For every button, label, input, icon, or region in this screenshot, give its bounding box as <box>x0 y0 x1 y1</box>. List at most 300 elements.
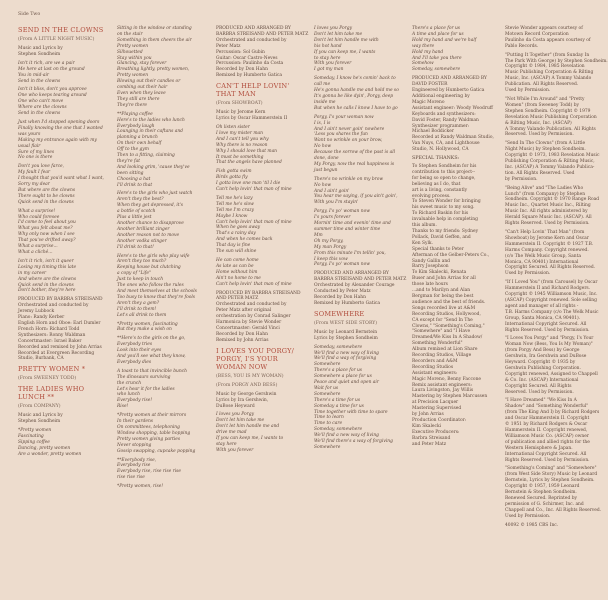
text-line: they're fat <box>117 158 140 164</box>
text-line: Special thanks to Peter <box>412 246 464 252</box>
text-line: those late hours <box>412 282 448 288</box>
text-line: Copyright © 1973, 1983 Revelation Music <box>505 153 600 159</box>
text-line: Someday, somewhere <box>314 344 363 350</box>
text-line: "I Loves You Porgy" and "Porgy, I's Your <box>505 336 594 342</box>
text-line: Magic Moreno <box>412 99 445 105</box>
text-line: and Peter Matz <box>412 441 447 447</box>
text-line: Isn't it rich, are we a pair <box>18 60 75 66</box>
text-line: in my career <box>18 270 47 276</box>
text-line: Remix assistant engineers: <box>412 382 472 388</box>
lyric-stanza <box>117 112 207 189</box>
text-line: audience and the best of friends. <box>412 299 486 305</box>
text-line: If you can keep me, I wants <box>314 49 376 55</box>
lyric-stanza <box>117 458 207 482</box>
text-line: Conducted by Peter Matz <box>314 289 371 295</box>
text-line: rise rise rise <box>117 475 145 481</box>
text-line: Another vodka stinger <box>117 238 167 244</box>
text-line: Why there is no reason <box>216 142 268 148</box>
text-line: Can't help lovin' that man of mine <box>216 187 292 193</box>
text-line: Don't let him handle me and <box>216 424 280 430</box>
text-line: (from West Side Story) Music by Leonard <box>505 472 598 478</box>
text-line: Used by Permission. <box>505 271 551 277</box>
text-line: Peter Matz <box>216 43 241 49</box>
lyric-stanza <box>117 413 207 454</box>
text-line: & Rilting Music, Inc. (ASCAP) <box>505 120 572 126</box>
text-line: BARBRA STREISAND AND PETER MATZ <box>216 31 309 37</box>
text-line: Porgy, I's yo' woman now <box>314 262 370 268</box>
text-line: Sipping coffee <box>18 439 50 445</box>
text-line: a bottle of scotch <box>117 209 156 215</box>
text-line: Harmonica by Stevie Wonder <box>216 320 282 326</box>
text-line: Night Music) by Stephen Sondheim. <box>505 147 586 153</box>
text-line: Renewed Secured. Reprinted by <box>505 495 577 501</box>
text-line: Keyboards and synthesizers: <box>412 111 476 117</box>
text-line: To Kim Skalecki, Renata <box>412 270 467 276</box>
text-line: BARBRA STREISAND AND PETER MATZ <box>314 277 407 283</box>
text-line: "Being Alive" and "The Ladies Who <box>505 185 584 191</box>
text-line: Mm <box>314 232 323 238</box>
text-line: Glancing, stay forever <box>117 61 167 67</box>
text-line: Copyright Secured. All Rights Reserved. <box>505 265 596 271</box>
text-line: Pretty women <box>117 73 149 79</box>
text-line: When he goes away <box>216 225 261 231</box>
text-line: Engineered by Humberto Gatica <box>412 88 485 94</box>
text-line: With you forever <box>314 61 352 67</box>
text-line: Birds gotta fly <box>216 175 248 181</box>
text-line: Hammerstein II. Copyright © 1927 T.B. <box>505 241 594 247</box>
text-line: My man Porgy <box>314 244 347 250</box>
text-line: Why I should love that man <box>216 148 278 154</box>
text-line: With you forever <box>216 447 254 453</box>
text-line: believing as I do, that <box>412 181 461 187</box>
text-line: PRODUCED BY BARBRA STREISAND <box>18 297 103 303</box>
text-line: Mastering by Stephen Marcussen <box>412 394 488 400</box>
text-line: Music and Lyrics by <box>18 413 63 419</box>
text-line: Hold my hand and we're half <box>412 37 477 43</box>
song-source: (From COMPANY) <box>18 404 61 410</box>
text-line: and Oscar Hammerstein II. Copyright <box>505 416 590 422</box>
text-line: Don't let him take me <box>216 418 265 424</box>
text-line: No one is there <box>18 155 53 161</box>
text-line: Copyright © 1945 Williamson Music, Inc. <box>505 292 598 298</box>
text-line: That's a rainy day <box>216 231 256 237</box>
text-line: Lyrics by Ira Gershwin, <box>216 397 269 403</box>
text-line: Ken Sylk. <box>412 240 433 246</box>
lyric-stanza <box>314 209 404 268</box>
credits-paragraph <box>18 413 108 425</box>
credits-paragraph <box>505 97 595 138</box>
text-line: inside me <box>314 99 336 105</box>
text-line: Used by Permission. <box>505 513 551 519</box>
lyric-stanza <box>18 87 108 117</box>
text-line: "If I Loved You" (from Carousel) by Oscar <box>505 280 598 286</box>
text-line: Fascinating <box>18 434 44 440</box>
text-line: Everybody rise, rise rise rise <box>117 469 182 475</box>
text-line: Someday, somewhere <box>412 67 461 73</box>
text-line: the crunch <box>117 380 142 386</box>
text-line: A toast to that invincible bunch <box>117 368 187 374</box>
text-line: The dinosaurs surviving <box>117 374 171 380</box>
text-line: Motown Record Corporation <box>505 31 569 37</box>
text-line: I keep this vow <box>314 256 348 262</box>
text-line: It's gonna be like dyin', Porgy, deep <box>314 93 394 99</box>
text-line: Peter Matz after original <box>216 308 272 314</box>
text-line: Music by George Gershwin <box>216 391 277 397</box>
text-line: I love my mister man <box>216 130 263 136</box>
text-line: *Pretty women, rise! <box>117 484 164 490</box>
text-line: Bernstein, Lyrics by Stephen Sondheim. <box>505 478 595 484</box>
text-line: Buser and John Arrias for all <box>412 276 476 282</box>
text-line: © 1951 by Richard Rodgers & Oscar <box>505 422 588 428</box>
text-line: Peace and quiet and open air <box>314 380 379 386</box>
text-line: When they get depressed, it's <box>117 203 184 209</box>
text-line: way there <box>412 43 435 49</box>
text-line: Rights Reserved. Used by Permission. <box>505 221 590 227</box>
text-line: There's a place for us <box>314 368 363 374</box>
text-line: planning a brunch <box>117 135 158 141</box>
text-line: Percussion: Paulinho da Costa <box>216 61 284 67</box>
text-line: A Tommy Valando Publication. All Rights <box>505 126 596 132</box>
text-line: (c/o The Welk Music Group, Santa <box>505 253 582 259</box>
text-line: Music Inc. All rights administered by <box>505 209 588 215</box>
text-line: Sorry my dear <box>18 182 50 188</box>
text-line: Everybody laugh <box>117 123 155 129</box>
text-line: Recorded by Don Hahn <box>216 67 268 73</box>
text-line: DuBose Heyward <box>216 403 255 409</box>
text-line: And I can't tell you why <box>216 136 269 142</box>
text-line: Recorders and A&M <box>412 358 458 364</box>
text-line: Silhouetted <box>117 49 143 55</box>
lyric-stanza <box>18 120 108 161</box>
text-line: Orchestrated and conducted by <box>18 303 89 309</box>
text-line: been sitting <box>117 170 144 176</box>
song-source: (BESS, YOU IS MY WOMAN) <box>216 373 284 379</box>
text-line: Another reason not to move <box>117 232 180 238</box>
text-line: Reserved. Used by Permission. <box>505 389 574 395</box>
text-line: call me <box>314 82 331 88</box>
text-line: I loves you Porgy <box>314 26 353 31</box>
text-line: Synthesizers: Ronny Waldman <box>18 332 86 338</box>
text-line: They still are there <box>117 96 160 102</box>
text-line: Here's to the girls who play wife <box>117 253 190 259</box>
text-line: Stevie Wonder appears courtesy of <box>505 26 583 31</box>
text-line: That day is fine <box>216 243 251 249</box>
text-line: Bernstein & Stephen Sondheim. <box>505 490 577 496</box>
text-line: Guitar: Oscar Castro-Neves <box>216 55 278 61</box>
text-line: T.B. Harms Company (c/o The Welk Music <box>505 309 599 315</box>
text-line: International Copyright Secured. All <box>505 451 587 457</box>
text-line: To Stephen Sondheim for his <box>412 164 477 170</box>
text-line: I is, I is <box>314 120 331 126</box>
text-line: Keeping house but clutching <box>117 265 181 271</box>
text-line: Van Nuys, CA, and Lighthouse <box>412 141 480 147</box>
text-line: Quick send in the clowns <box>18 199 74 205</box>
text-line: "Not While I'm Around" and "Pretty <box>505 96 585 102</box>
text-line: Western Hemisphere & Japan. <box>505 445 573 451</box>
text-line: PRODUCED BY BARBRA STREISAND <box>216 290 301 296</box>
text-line: The ones who follow the rules <box>117 283 184 289</box>
text-line: Woman Now (Bess, You Is My Woman)" <box>505 342 593 348</box>
text-line: Look into their eyes <box>117 348 162 354</box>
lyric-stanza <box>117 369 207 410</box>
text-line: Everybody dies <box>117 359 152 365</box>
text-line: Sure of my lines <box>18 149 55 155</box>
text-line: Revelation Music Publishing Corporation <box>505 114 597 120</box>
text-line: Assistant engineers: <box>412 370 458 376</box>
credits-paragraph <box>505 26 595 50</box>
text-line: Copyright renewed, Assigned to Chappell <box>505 371 598 377</box>
credits-paragraph <box>505 466 602 519</box>
text-line: Music Inc., Quartet Music Inc., Rilting <box>505 203 591 209</box>
text-line: Because the sorrow of the past is all <box>314 150 396 156</box>
lyric-stanza <box>117 322 207 334</box>
column-3 <box>216 26 309 457</box>
text-line: Recorded by Don Hahn <box>216 331 268 337</box>
text-line: Hold my hand <box>412 49 444 55</box>
text-line: Somewhere <box>314 391 341 397</box>
text-line: Quick send in the clowns <box>18 282 74 288</box>
text-line: Just when I'd stopped opening doors <box>18 119 100 125</box>
text-line: If you can keep me, I wants to <box>216 436 284 442</box>
lyric-stanza <box>216 412 306 453</box>
credits-paragraph <box>505 52 608 94</box>
text-line: (from Porgy And Bess) by George <box>505 348 580 354</box>
text-line: usual flair <box>18 143 41 149</box>
text-line: Even when they leave <box>117 90 166 96</box>
text-line: I thought that you'd want what I want, <box>18 176 104 182</box>
text-line: Can't help lovin' that man of mine <box>216 281 292 287</box>
text-line: Recording Studios <box>412 364 454 370</box>
song-title: CAN'T HELP LOVIN' THAT MAN <box>216 82 290 99</box>
text-line: What you felt about me? <box>18 226 73 232</box>
text-line: Maybe I know <box>216 213 248 219</box>
text-line: Tell me he's slow <box>216 201 254 207</box>
text-line: Hammerstein II. Copyright renewed, <box>505 428 588 433</box>
text-line: To Richard Baskin for his <box>412 211 469 217</box>
song-title: I LOVES YOU PORGY/ PORGY, I'S YOUR WOMAN NOW <box>216 346 295 371</box>
text-line: Concertmaster: Gerald Vinci <box>216 325 280 331</box>
text-line: As late as can be <box>216 263 254 269</box>
text-line: his hot hand <box>314 43 342 49</box>
text-line: But where are the clowns <box>18 187 76 193</box>
text-line: was yours <box>18 131 41 137</box>
text-line: Women" (from Sweeney Todd) by <box>505 102 580 108</box>
text-line: Then to a fitting, claiming <box>117 153 175 159</box>
text-line: Used by Permission. <box>505 88 551 94</box>
text-line: (from The King And I) by Richard Rodgers <box>505 410 600 416</box>
text-line: CA except for "Send In The <box>412 317 473 323</box>
text-line: Something Wonderful" <box>412 341 463 347</box>
lyric-stanza <box>216 169 306 193</box>
text-line: Studio, N. Hollywood, CA <box>412 147 469 153</box>
text-line: You hear me saying, if you ain't goin', <box>314 194 398 200</box>
text-line: Pretty women <box>117 43 149 49</box>
text-line: Remixed by John Arrias <box>216 337 269 343</box>
credits-paragraph <box>505 523 595 529</box>
text-line: Recorded at Evergreen Recording <box>18 350 95 356</box>
text-line: And I ain't goin' <box>314 188 350 194</box>
text-line: But when he calls I know I have to go <box>314 105 398 111</box>
credits-paragraph <box>505 398 600 463</box>
text-line: "Putting It Together" (from Sunday In <box>505 52 590 58</box>
text-line: PRODUCED AND ARRANGED BY <box>412 76 487 82</box>
text-line: "I Have Dreamed" "We Kiss In A <box>505 398 577 404</box>
text-line: There's no wrinkle on my brow <box>314 176 384 182</box>
text-line: But they make a wish on <box>117 327 172 333</box>
text-line: Williamson Music Co. (ASCAP) owner <box>505 433 589 439</box>
text-line: What a surprise! <box>18 208 56 214</box>
text-line: PRODUCED AND ARRANGED BY <box>216 26 291 31</box>
text-line: Everybody tries <box>117 342 153 348</box>
lyric-stanza <box>412 26 502 73</box>
text-line: "Can't Help Lovin' That Man" (from <box>505 230 585 235</box>
text-line: David Foster, Randy Waldman <box>412 117 479 123</box>
text-line: That you've drifted away? <box>18 238 76 244</box>
text-line: *Pretty women, fascinating <box>117 321 178 327</box>
text-line: Recording Studios, Hollywood, <box>412 311 481 317</box>
text-line: Barbra Streisand <box>412 435 451 441</box>
text-line: One who can't move <box>18 99 64 105</box>
text-line: Thanks to my friends: Sydney <box>412 229 479 234</box>
text-line: permission of G. Schirmer, Inc. and <box>505 501 584 507</box>
text-line: Group, Santa Monica, CA 90401). <box>505 315 581 321</box>
text-line: I got my man <box>314 67 344 73</box>
text-line: Additional engineering by <box>412 93 470 99</box>
text-line: Let's all drink to them <box>117 312 167 318</box>
text-line: invaluable help in completing <box>412 217 478 223</box>
text-line: And you'll see what they know, <box>117 354 186 360</box>
text-line: Plus a little jest <box>117 215 152 221</box>
text-line: I'll drink to them! <box>117 306 157 312</box>
lyric-stanza <box>117 336 207 366</box>
text-line: "Something's Coming" and "Somewhere" <box>505 466 597 472</box>
text-line: Percussion: Sol Gubin <box>216 49 265 55</box>
lyric-stanza <box>18 209 108 256</box>
text-line: What a cliché... <box>18 250 53 255</box>
text-line: Gershwin Publishing Corporation. <box>505 365 581 371</box>
text-line: Send in the clowns <box>18 111 61 117</box>
credits-paragraph <box>412 76 502 153</box>
text-line: Someday, I know he's comin' back to <box>314 76 396 82</box>
text-line: Remixed by Humberto Gatica <box>314 300 380 306</box>
text-line: We'll find there's a way of forgiving <box>314 439 393 445</box>
lyric-stanza <box>314 115 404 174</box>
text-line: Recorded and remixed by John Arrias <box>18 344 102 350</box>
credits-paragraph <box>18 297 108 362</box>
text-line: contribution to this project-- <box>412 169 476 175</box>
lyric-stanza <box>216 196 306 255</box>
text-line: (ASCAP) Copyright renewed. Sole selling <box>505 297 597 303</box>
song-source: (From WEST SIDE STORY) <box>314 320 378 326</box>
text-line: English Horn and Oboe: Earl Dumler <box>18 320 101 326</box>
text-line: There's a time for us <box>314 397 361 403</box>
text-line: Music by Jerome Kern <box>216 110 266 116</box>
text-line: I'll drink to that! <box>117 244 154 250</box>
text-line: Let's hear it for the ladies <box>117 386 175 392</box>
text-line: Remixed by Humberto Gatica <box>216 73 282 79</box>
text-line: done, done <box>314 156 339 162</box>
text-line: combing out their hair <box>117 85 168 91</box>
text-line: I's yours forever <box>314 215 351 221</box>
text-line: **Playing coffee <box>117 111 153 117</box>
text-line: My fault I fear <box>18 170 51 176</box>
text-line: by Permission. <box>505 176 538 182</box>
text-line: Mornin' time and evenin' time and <box>314 221 391 227</box>
text-line: And I ain't never goin' nowhere <box>314 126 385 132</box>
lyric-stanza <box>314 26 404 73</box>
text-line: Are a wonder, pretty women <box>18 451 82 457</box>
text-line: Dreamed/We Kiss In A Shadow/ <box>412 335 483 341</box>
text-line: Tell me I'm crazy <box>216 207 255 213</box>
text-line: Send in the clowns <box>18 78 61 84</box>
text-line: Lyrics by Stephen Sondheim <box>314 335 378 341</box>
text-line: Fish gotta swim <box>216 169 252 175</box>
text-line: Rise! <box>117 404 129 410</box>
song-title: PRETTY WOMEN * <box>18 365 86 374</box>
text-line: Aren't they the best? <box>117 197 164 203</box>
credits-paragraph <box>505 280 599 333</box>
text-line: 'Less you shares the fun <box>314 132 368 138</box>
text-line: for being so open to change, <box>412 175 476 181</box>
column-2 <box>117 26 207 493</box>
text-line: Everybody rise <box>117 463 151 469</box>
text-line: Stephen Sondheim. Copyright © 1979 <box>505 108 591 114</box>
text-line: Showboat) by Jerome Kern and Oscar <box>505 235 589 241</box>
text-line: We'll find a way of forgiving <box>314 356 377 362</box>
text-line: just begun <box>314 167 338 173</box>
text-line: Here's to the girls who just watch <box>117 191 193 197</box>
text-line: We'll find a new way of living <box>314 350 379 356</box>
text-line: Time to care <box>314 421 343 427</box>
text-line: Something in them cheers the air <box>117 37 192 43</box>
text-line: at Precision Lacquer <box>412 400 459 406</box>
text-line: Another brilliant zinger <box>117 226 170 232</box>
text-line: Finally knowing the one that I wanted <box>18 125 103 131</box>
text-line: There's a place for us <box>412 26 461 31</box>
text-line: Mastering Supervised <box>412 406 462 412</box>
lyric-stanza <box>117 254 207 319</box>
text-line: No how <box>314 182 332 188</box>
text-line: a copy of "Life" <box>117 271 152 277</box>
text-line: Sitting in the window or standing <box>117 26 192 31</box>
text-line: He can come home <box>216 258 259 263</box>
text-line: We'll find a new way of living <box>314 433 379 439</box>
song-source: (From SWEENEY TODD) <box>18 376 77 382</box>
text-line: Copyright Secured. All Rights <box>505 383 572 389</box>
text-line: Rights Reserved. Used by Permission. <box>505 327 590 333</box>
text-line: *Pretty women at their mirrors <box>117 413 187 419</box>
text-line: Tell me he's lazy <box>216 195 253 201</box>
lyric-stanza <box>216 125 306 166</box>
text-line: Off to the gym <box>117 147 149 153</box>
text-line: Copyright © 1984, 1985 Revelation <box>505 64 585 70</box>
text-line: Wait for us <box>314 385 339 391</box>
credits-paragraph <box>505 336 598 395</box>
text-line: Somewhere <box>314 362 341 368</box>
text-line: Stephen Sondheim <box>18 51 61 57</box>
lyric-stanza <box>117 26 207 109</box>
text-line: Somehow <box>412 61 434 67</box>
text-line: Jeremy Lubbock <box>18 309 55 315</box>
text-line: Magic Moreno, Benny Faccone <box>412 376 481 382</box>
text-line: And meet themselves at the schools <box>117 288 197 294</box>
text-line: ...and to Marilyn and Alan <box>412 288 471 294</box>
text-line: "Send In The Clowns" (from A Little <box>505 141 586 147</box>
text-line: Heyward. Copyright © 1935 by <box>505 360 576 366</box>
text-line: Oh my Porgy, <box>314 238 344 244</box>
column-5 <box>412 26 502 451</box>
text-line: Me here at last on the ground <box>18 66 85 72</box>
